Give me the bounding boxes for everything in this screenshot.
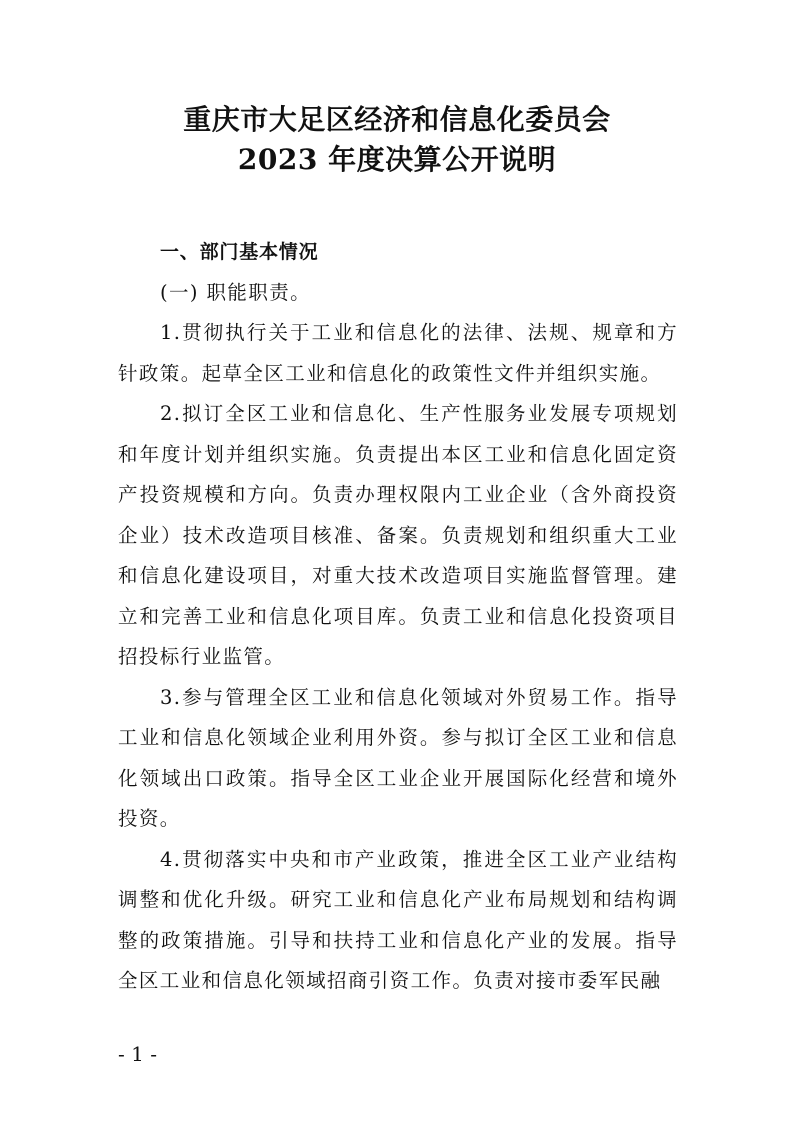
paragraph-3: 3.参与管理全区工业和信息化领域对外贸易工作。指导工业和信息化领域企业利用外资。参与拟订全区工业和信息化领域出口政策。指导全区工业企业开展国际化经营和境外投资。: [118, 685, 678, 830]
paragraph-2: 2.拟订全区工业和信息化、生产性服务业发展专项规划和年度计划并组织实施。负责提出本区工业和信息化固定资产投资规模和方向。负责办理权限内工业企业（含外商投资企业）技术改造项目核准、备案。负责规划和组织重大工业和信息化建设项目，对重大技术改造项目实施监督管理。建立和完善工业和信息化项目库。负责工业和信息化投资项目招投标行业监管。: [118, 402, 678, 668]
document-title-line-1: 重庆市大足区经济和信息化委员会: [183, 103, 611, 136]
paragraph-1: 1.贯彻执行关于工业和信息化的法律、法规、规章和方针政策。起草全区工业和信息化的政策性文件并组织实施。: [118, 321, 678, 385]
document-body: [118, 232, 678, 1002]
subsection-heading: (一) 职能职责。: [160, 280, 312, 304]
document-title-line-2: 2023 年度决算公开说明: [237, 143, 557, 176]
paragraph-4: 4.贯彻落实中央和市产业政策，推进全区工业产业结构调整和优化升级。研究工业和信息化产业布局规划和结构调整的政策措施。引导和扶持工业和信息化产业的发展。指导全区工业和信息化领域招商引资工作。负责对接市委军民融: [118, 847, 678, 992]
section-heading: 一、部门基本情况: [160, 241, 319, 263]
page-number: - 1 -: [118, 1042, 157, 1066]
